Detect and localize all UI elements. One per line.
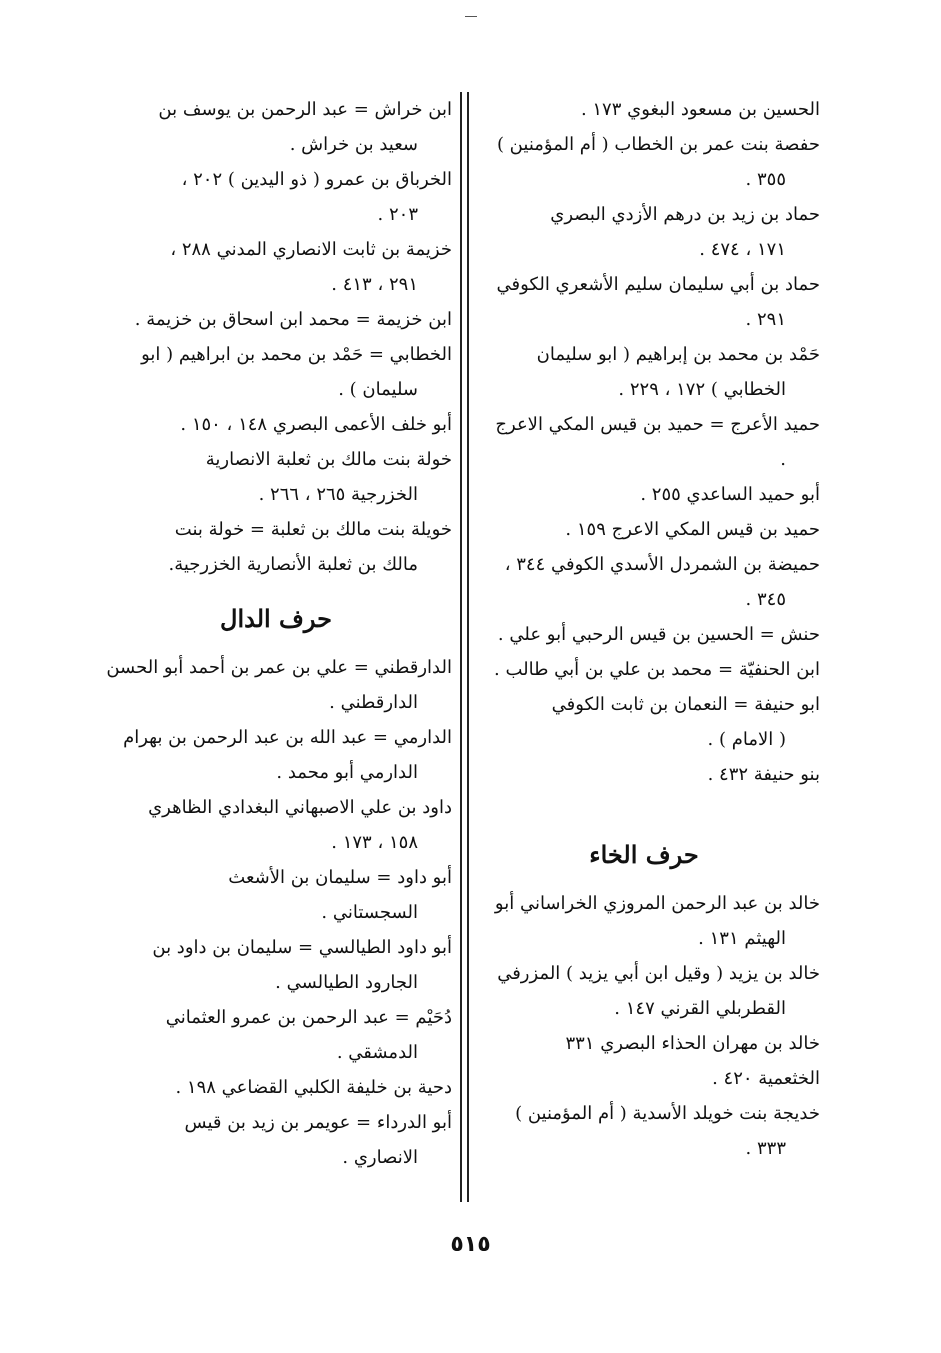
index-entry <box>468 617 820 652</box>
index-entry <box>468 1026 820 1061</box>
entry-line: ابن خزيمة = محمد ابن اسحاق بن خزيمة . <box>134 309 452 330</box>
entry-continuation-line: السجستاني . <box>321 902 418 923</box>
entry-continuation-line: ٣٤٥ . <box>745 589 786 610</box>
section-heading-kha: حرف الخاء <box>589 840 699 869</box>
entry-line: الخثعمية ٤٢٠ . <box>712 1068 820 1089</box>
entry-line: خولة بنت مالك بن ثعلبة الانصارية <box>205 449 452 470</box>
entry-line: أبو خلف الأعمى البصري ١٤٨ ، ١٥٠ . <box>180 414 452 435</box>
entry-continuation-line: ٣٥٥ . <box>745 169 786 190</box>
entry-line: أبو داود الطيالسي = سليمان بن داود بن <box>152 937 452 958</box>
entry-line: حفصة بنت عمر بن الخطاب ( أم المؤمنين ) <box>496 134 820 155</box>
left-entries-b <box>100 650 452 1175</box>
entry-line: حميد بن قيس المكي الاعرج ١٥٩ . <box>565 519 820 540</box>
entry-continuation-line: ١٧١ ، ٤٧٤ . <box>699 239 786 260</box>
column-divider <box>460 92 469 1202</box>
entry-continuation-line: ( الامام ) . <box>707 729 786 750</box>
index-entry <box>468 956 820 1026</box>
index-entry <box>468 407 820 477</box>
index-entry <box>468 337 820 407</box>
entry-line: ابن الحنفيّة = محمد بن علي بن أبي طالب . <box>494 659 820 680</box>
entry-line: خويلة بنت مالك بن ثعلبة = خولة بنت <box>174 519 452 540</box>
entry-continuation-line: الخطابي ) ١٧٢ ، ٢٢٩ . <box>618 379 786 400</box>
entry-line: حماد بن أبي سليمان سليم الأشعري الكوفي <box>496 274 820 295</box>
index-entry <box>100 442 452 512</box>
entry-continuation-line: القطربلي القرني ١٤٧ . <box>614 998 786 1019</box>
index-entry <box>100 232 452 302</box>
index-entry <box>468 886 820 956</box>
entry-line: حَمْد بن محمد بن إبراهيم ( ابو سليمان <box>536 344 820 365</box>
index-entry <box>100 720 452 790</box>
entry-line: حميد الأعرج = حميد بن قيس المكي الاعرج <box>495 414 820 435</box>
entry-continuation-line: ٢٩١ . <box>745 309 786 330</box>
index-entry <box>100 92 452 162</box>
index-entry <box>468 512 820 547</box>
index-entry <box>468 267 820 337</box>
index-entry <box>100 162 452 232</box>
section-heading-dal: حرف الدال <box>220 604 332 633</box>
entry-line: داود بن علي الاصبهاني البغدادي الظاهري <box>148 797 452 818</box>
entry-continuation-line: ٣٣٣ . <box>745 1138 786 1159</box>
left-entries-a <box>100 92 452 582</box>
index-entry <box>100 1105 452 1175</box>
index-entry <box>468 687 820 757</box>
index-entry <box>468 197 820 267</box>
entry-continuation-line: سليمان ) . <box>338 379 418 400</box>
index-entry <box>468 477 820 512</box>
entry-line: الحسين بن مسعود البغوي ١٧٣ . <box>580 99 820 120</box>
entry-line: حنش = الحسين بن قيس الرحبي أبو علي . <box>497 624 820 645</box>
entry-line: حماد بن زيد بن درهم الأزدي البصري <box>550 204 820 225</box>
entry-continuation-line: مالك بن ثعلبة الأنصارية الخزرجية. <box>168 554 418 575</box>
entry-line: خزيمة بن ثابت الانصاري المدني ٢٨٨ ، <box>170 239 452 260</box>
index-entry <box>100 860 452 930</box>
entry-line: الخرباق بن عمرو ( ذو اليدين ) ٢٠٢ ، <box>181 169 452 190</box>
right-column <box>468 92 820 1202</box>
index-entry <box>100 1000 452 1070</box>
entry-line: ابن خراش = عبد الرحمن بن يوسف بن <box>158 99 452 120</box>
entry-continuation-line: ٢٩١ ، ٤١٣ . <box>331 274 418 295</box>
index-entry <box>100 302 452 337</box>
left-column <box>100 92 452 1202</box>
index-entry <box>468 547 820 617</box>
right-entries-b <box>468 886 820 1166</box>
right-entries-a <box>468 92 820 792</box>
entry-continuation-line: الدارقطني . <box>329 692 418 713</box>
index-entry <box>468 757 820 792</box>
entry-line: خديجة بنت خويلد الأسدية ( أم المؤمنين ) <box>515 1103 820 1124</box>
index-entry <box>100 650 452 720</box>
entry-line: بنو حنيفة ٤٣٢ . <box>707 764 820 785</box>
entry-line: الدارمي = عبد الله بن عبد الرحمن بن بهرام <box>123 727 452 748</box>
index-entry <box>100 790 452 860</box>
index-entry <box>468 1096 820 1166</box>
entry-continuation-line: الجارود الطيالسي . <box>275 972 418 993</box>
index-entry <box>100 337 452 407</box>
index-entry <box>100 1070 452 1105</box>
index-entry <box>468 92 820 127</box>
entry-line: الخطابي = حَمْد بن محمد بن ابراهيم ( ابو <box>141 344 452 365</box>
index-page <box>100 92 820 1202</box>
entry-line: الدارقطني = علي بن عمر بن أحمد أبو الحسن <box>106 657 452 678</box>
entry-continuation-line: الخزرجية ٢٦٥ ، ٢٦٦ . <box>258 484 418 505</box>
entry-continuation-line: الانصاري . <box>342 1147 418 1168</box>
entry-continuation-line: الهيثم ١٣١ . <box>698 928 786 949</box>
entry-line: ابو حنيفة = النعمان بن ثابت الكوفي <box>551 694 820 715</box>
index-entry <box>100 512 452 582</box>
index-entry <box>468 1061 820 1096</box>
entry-line: دُحَيْم = عبد الرحمن بن عمرو العثماني <box>165 1007 452 1028</box>
entry-line: دحية بن خليفة الكلبي القضاعي ١٩٨ . <box>175 1077 452 1098</box>
entry-continuation-line: الدارمي أبو محمد . <box>276 762 418 783</box>
index-entry <box>468 127 820 197</box>
entry-continuation-line: ٢٠٣ . <box>377 204 418 225</box>
entry-line: أبو الدرداء = عويمر بن زيد بن قيس <box>184 1112 452 1133</box>
entry-line: خالد بن مهران الحذاء البصري ٣٣١ <box>565 1033 820 1054</box>
entry-continuation-line: الدمشقي . <box>336 1042 418 1063</box>
entry-continuation-line: سعيد بن خراش . <box>289 134 418 155</box>
index-entry <box>100 930 452 1000</box>
entry-line: أبو حميد الساعدي ٢٥٥ . <box>640 484 820 505</box>
index-entry <box>100 407 452 442</box>
entry-continuation-line: . <box>780 449 786 470</box>
entry-line: حميضة بن الشمردل الأسدي الكوفي ٣٤٤ ، <box>504 554 820 575</box>
entry-line: أبو داود = سليمان بن الأشعث <box>228 867 452 888</box>
top-rule-mark <box>465 16 477 17</box>
page-number: ٥١٥ <box>450 1232 491 1257</box>
entry-line: خالد بن يزيد ( وقيل ابن أبي يزيد ) المزرفي <box>497 963 820 984</box>
entry-line: خالد بن عبد الرحمن المروزي الخراساني أبو <box>494 893 820 914</box>
entry-continuation-line: ١٥٨ ، ١٧٣ . <box>331 832 418 853</box>
index-entry <box>468 652 820 687</box>
